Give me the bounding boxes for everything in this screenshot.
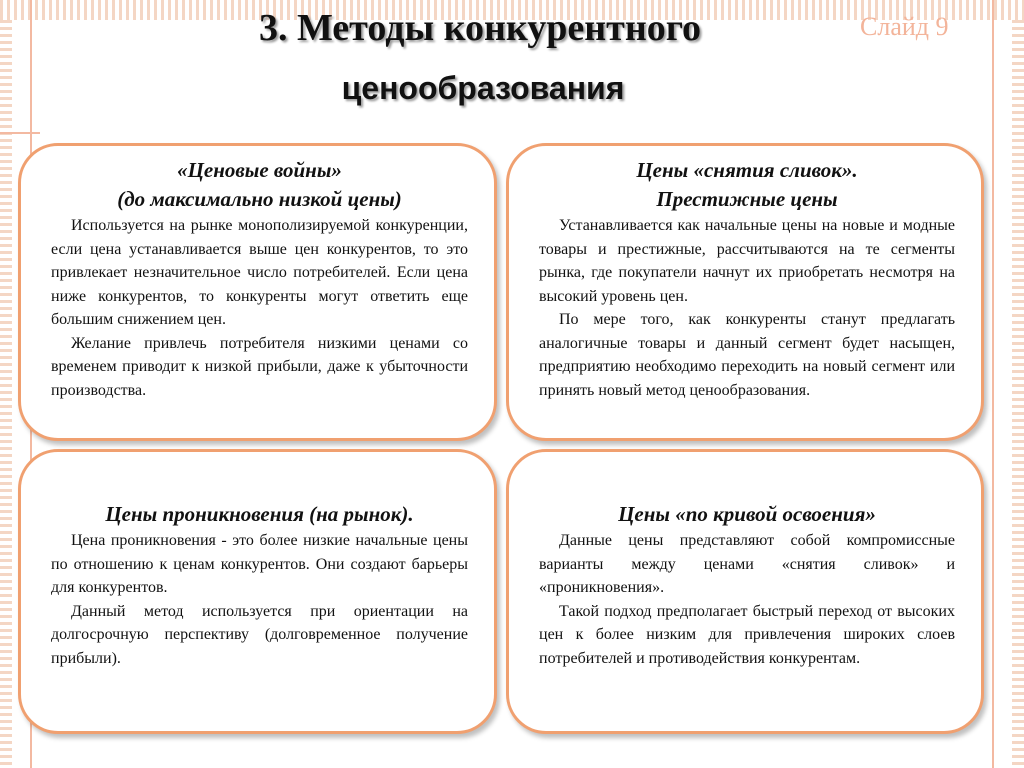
card-subtitle: (до максимально низкой цены) bbox=[117, 187, 402, 211]
card-title: «Ценовые войны» bbox=[177, 158, 342, 182]
card-title: Цены «по кривой освоения» bbox=[618, 502, 876, 526]
decorative-right-stripe bbox=[1012, 20, 1024, 768]
card-paragraph: По мере того, как конкуренты станут предлагать аналогичные товары и данный сегмент будет насыщен, предприятию необходимо переходить на новый сегмент или принять новый метод ценообразования. bbox=[539, 311, 955, 399]
card-paragraph: Данный метод используется при ориентации на долгосрочную перспективу (долговременное получение прибыли). bbox=[51, 602, 468, 667]
card-skimming-prices bbox=[506, 143, 984, 441]
card-price-wars bbox=[18, 143, 497, 441]
slide-title-second-line: ценообразования bbox=[341, 70, 625, 106]
card-title: Цены «снятия сливок». bbox=[636, 158, 858, 182]
card-title: Цены проникновения (на рынок). bbox=[105, 502, 414, 526]
card-subtitle: Престижные цены bbox=[656, 187, 838, 211]
card-paragraph: Устанавливается как начальные цены на новые и модные товары и престижные, рассчитываются на те сегменты рынка, где покупатели начнут их приобретать несмотря на высокий уровень цен. bbox=[539, 217, 955, 305]
slide-title: 3. Методы конкурентного bbox=[258, 7, 702, 49]
card-penetration-prices bbox=[18, 449, 497, 734]
card-paragraph: Цена проникновения - это более низкие начальные цены по отношению к ценам конкурентов. Они создают барьеры для конкурентов. bbox=[51, 532, 468, 596]
card-paragraph: Используется на рынке монополизируемой конкуренции, если цена устанавливается выше цен конкурентов, то это привлекает незначительное число потребителей. Если цена ниже конкурентов, то конкуренты могут ответить еще большим снижением цен. bbox=[51, 217, 468, 328]
slide-number: Слайд 9 bbox=[860, 12, 949, 41]
card-paragraph: Такой подход предполагает быстрый переход от высоких цен к более низким для привлечения широких слоев потребителей и противодействия конкурентам. bbox=[539, 602, 955, 667]
card-paragraph: Желание привлечь потребителя низкими ценами со временем приводит к низкой прибыли, даже к убыточности производства. bbox=[51, 334, 468, 399]
card-paragraph: Данные цены представляют собой компромиссные варианты между ценами «снятия сливок» и «проникновения». bbox=[539, 532, 955, 596]
decorative-right-line bbox=[992, 0, 994, 768]
card-learning-curve-prices bbox=[506, 449, 984, 734]
decorative-horizontal-line bbox=[0, 132, 40, 134]
